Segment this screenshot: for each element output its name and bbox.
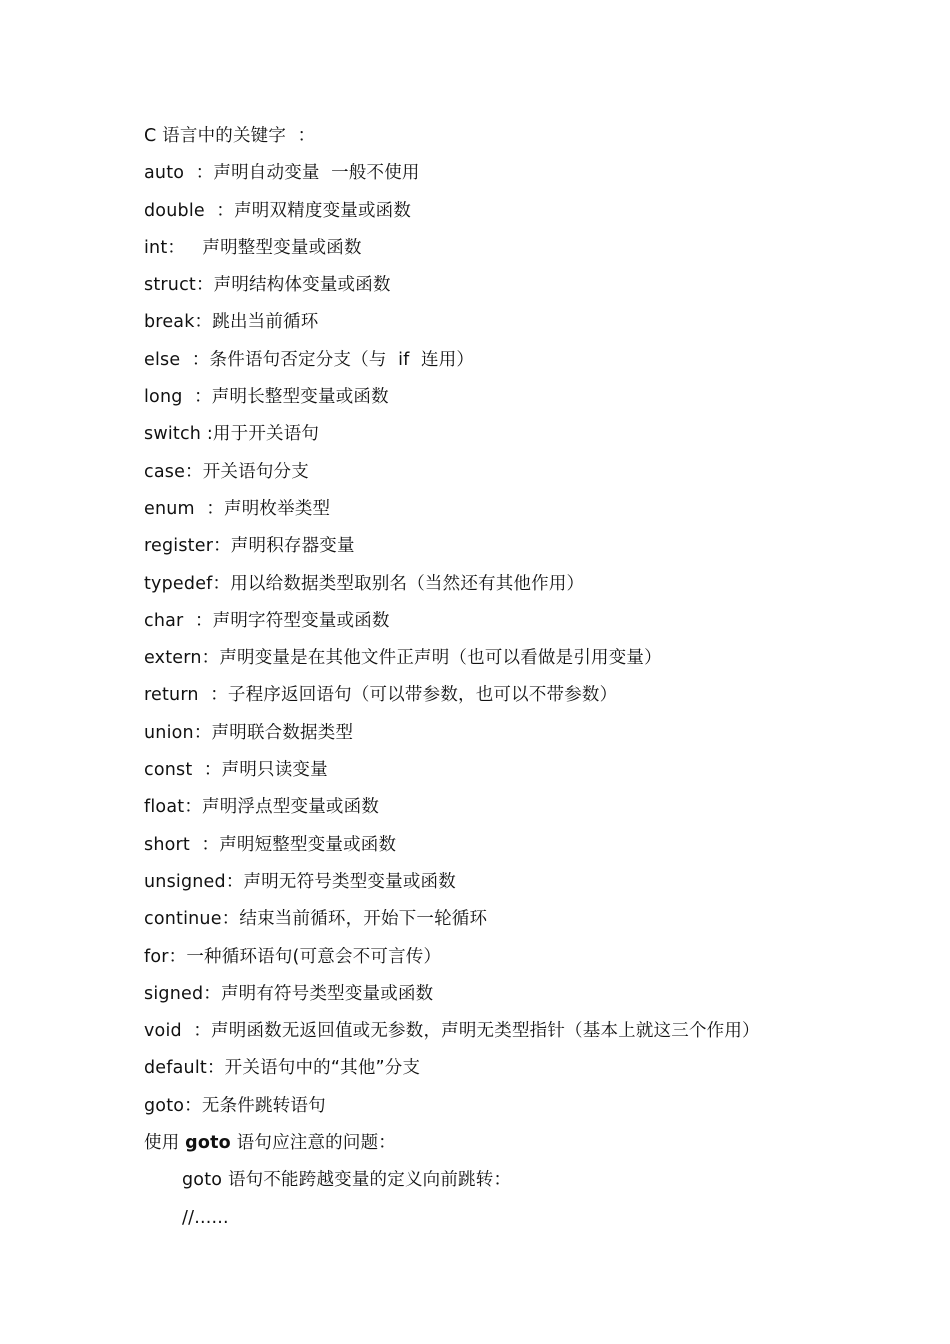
keyword-line: for：一种循环语句(可意会不可言传） [144, 946, 442, 967]
keyword-line: typedef：用以给数据类型取别名（当然还有其他作用） [144, 573, 585, 594]
keyword-line: default：开关语句中的“其他”分支 [144, 1058, 421, 1079]
keyword-line: short ：声明短整型变量或函数 [144, 834, 397, 855]
keyword-line: union：声明联合数据类型 [144, 722, 354, 743]
keyword-line: const ：声明只读变量 [144, 760, 328, 781]
keyword-line: break：跳出当前循环 [144, 312, 319, 333]
document-body [144, 118, 904, 1237]
keyword-line: float：声明浮点型变量或函数 [144, 797, 380, 818]
goto-note-keyword: goto [185, 1133, 231, 1154]
keyword-line: double ：声明双精度变量或函数 [144, 200, 412, 221]
goto-note-suffix: 语句应注意的问题： [230, 1133, 396, 1154]
goto-note-prefix: 使用 [144, 1133, 186, 1154]
keyword-line: goto：无条件跳转语句 [144, 1095, 326, 1116]
code-comment: //...... [182, 1207, 229, 1228]
keyword-line: case：开关语句分支 [144, 461, 309, 482]
keyword-line: signed：声明有符号类型变量或函数 [144, 983, 434, 1004]
keyword-line: long ：声明长整型变量或函数 [144, 387, 389, 408]
keyword-line: enum ：声明枚举类型 [144, 498, 331, 519]
keyword-line: switch :用于开关语句 [144, 424, 320, 445]
keyword-line: void ：声明函数无返回值或无参数，声明无类型指针（基本上就这三个作用） [144, 1021, 760, 1042]
keyword-line: char ：声明字符型变量或函数 [144, 610, 390, 631]
keyword-line: struct：声明结构体变量或函数 [144, 275, 391, 296]
keyword-line: register：声明积存器变量 [144, 536, 355, 557]
keyword-line: return ：子程序返回语句（可以带参数，也可以不带参数） [144, 685, 618, 706]
keyword-line: auto ：声明自动变量 一般不使用 [144, 163, 420, 184]
keyword-line: int： 声明整型变量或函数 [144, 237, 362, 258]
keyword-line: unsigned：声明无符号类型变量或函数 [144, 871, 456, 892]
keyword-line: extern：声明变量是在其他文件正声明（也可以看做是引用变量） [144, 648, 662, 669]
goto-note [144, 1125, 904, 1162]
document-heading: C 语言中的关键字 ： [144, 126, 316, 146]
keyword-line: continue：结束当前循环，开始下一轮循环 [144, 909, 488, 930]
keyword-line: else ：条件语句否定分支（与 if 连用） [144, 349, 475, 370]
goto-detail: goto 语句不能跨越变量的定义向前跳转： [182, 1170, 512, 1191]
